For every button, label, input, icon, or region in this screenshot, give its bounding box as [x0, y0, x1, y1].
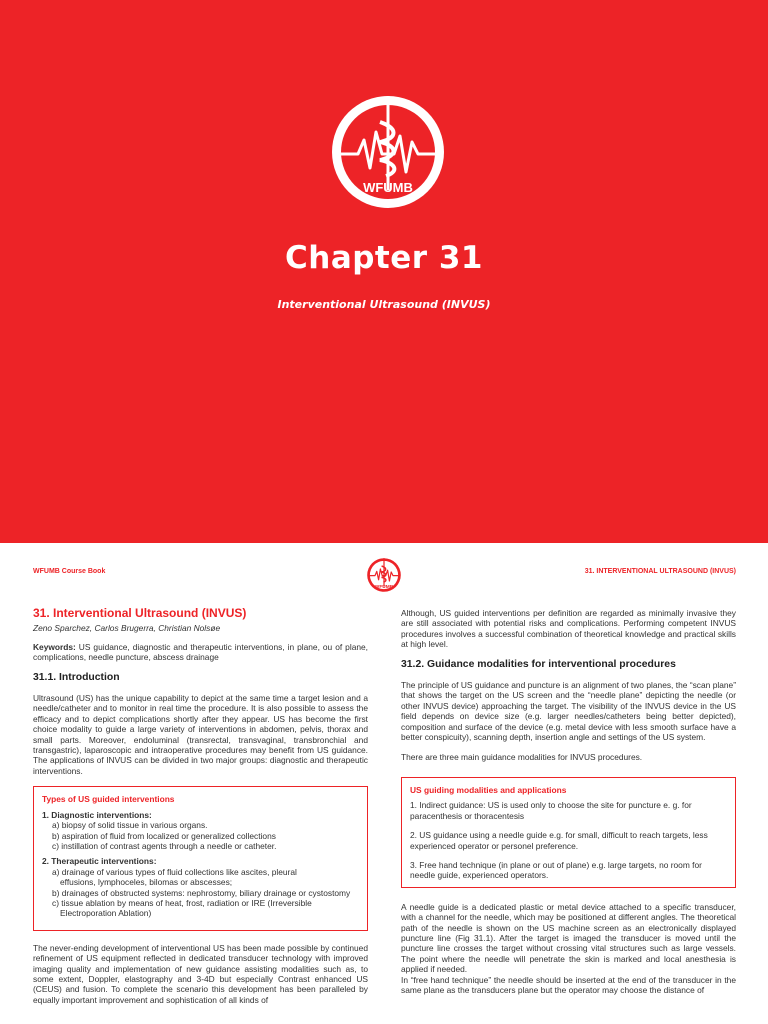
- paragraph-needle-guide: A needle guide is a dedicated plastic or metal device attached to a specific transducer, with a channel for the needle, which may be positioned at different angles. The theoretical path of the needle is shown on the US machine screen as an electronically displayed puncture line (Fig 31.1). After the target is imaged the transducer is moved until the puncture line crosses the target without crossing vital structures such as large vessels. The point where the needle will penetrate the skin is marked and local anesthesia is applied if needed.: [401, 901, 736, 975]
- list-item: c) tissue ablation by means of heat, frost, radiation or IRE (Irreversible: [52, 897, 312, 908]
- group-therapeutic: [42, 856, 359, 918]
- list-item: 2. US guidance using a needle guide e.g. for small, difficult to reach targets, less experienced operator or personel preference.: [410, 830, 708, 851]
- keywords-label: Keywords:: [33, 641, 76, 652]
- left-column: [33, 608, 368, 1015]
- group-title: 1. Diagnostic interventions:: [42, 809, 152, 820]
- section-heading-introduction: 31.1. Introduction: [33, 671, 120, 683]
- opening-paragraph: Although, US guided interventions per definition are regarded as minimally invasive they are still associated with potential risks and complications. Performing competent INVUS procedures involves a successful combination of theoretical knowledge and practical skills at high level.: [401, 608, 736, 650]
- wfumb-logo: [328, 92, 448, 212]
- small-logo-text: WFUMB: [374, 585, 394, 591]
- article-title: 31. Interventional Ultrasound (INVUS): [33, 606, 247, 620]
- running-head-right: 31. INTERVENTIONAL ULTRASOUND (INVUS): [584, 568, 736, 575]
- authors: Zeno Sparchez, Carlos Brugerra, Christian Nolsøe: [33, 623, 221, 634]
- keywords-text: US guidance, diagnostic and therapeutic interventions, in plane, ou of plane, complications, needle puncture, abscess drainage: [33, 641, 368, 663]
- list-item: c) instillation of contrast agents through a needle or catheter.: [52, 840, 277, 851]
- paragraph-free-hand: In “free hand technique” the needle should be inserted at the end of the transducer in the same plane as the transducers plane but the operator may choose the distance of: [401, 974, 736, 995]
- chapter-title: Chapter 31: [285, 240, 483, 276]
- list-item: b) aspiration of fluid from localized or generalized collections: [52, 830, 276, 841]
- keywords: [33, 642, 368, 663]
- paragraph-principle: The principle of US guidance and puncture is an alignment of two planes, the “scan plane” that shows the target on the US screen and the “needle plane” depicting the needle (or other INVUS device) approaching the target. The visibility of the INVUS device in the US field depends on device size (e.g. larger needles/catheters being better depicted), composition and surface of the device (e.g. metal device with less smooth surface have a better conspicuity), scanning depth, insertion angle and settings of the US system.: [401, 680, 736, 743]
- list-item: 3. Free hand technique (in plane or out of plane) e.g. large targets, no room for needle guide, experienced operators.: [410, 859, 702, 881]
- list-item: b) drainages of obstructed systems: nephrostomy, biliary drainage or cystostomy: [52, 887, 351, 898]
- interventions-box: [33, 786, 368, 930]
- intro-paragraph: Ultrasound (US) has the unique capability to depict at the same time a target lesion and a needle/catheter and to monitor in real time the procedure. It is also possible to assess the efficacy and to depict complications shortly after they appear. US has become the first choice modality to guide a large variety of interventions in abdomen, pelvis, thorax and small parts. Moreover, endoluminal (transrectal, transvaginal, transbronchial and transgastric), laparoscopic and intraoperative procedures may benefit from US guidance. The applications of INVUS can be divided in two major groups: diagnostic and therapeutic interventions.: [33, 693, 368, 776]
- section-heading-guidance: 31.2. Guidance modalities for interventional procedures: [401, 658, 676, 670]
- group-diagnostic: [42, 810, 359, 852]
- group-title: 2. Therapeutic interventions:: [42, 856, 157, 867]
- list-item: a) biopsy of solid tissue in various organs.: [52, 820, 208, 831]
- box-title: Types of US guided interventions: [42, 794, 175, 805]
- guiding-modalities-box: [401, 777, 736, 888]
- right-column: [401, 608, 736, 1005]
- box-title: US guiding modalities and applications: [410, 784, 567, 795]
- wfumb-small-logo: [366, 557, 402, 593]
- chapter-subtitle: Interventional Ultrasound (INVUS): [277, 298, 491, 311]
- closing-paragraph: The never-ending development of interventional US has been made possible by continued refinement of US equipment reflected in dedicated transducer technology with improved imaging quality and implementation of new guidance assisting modalities such as, to some extent, Doppler, elastography and 3-4D but especially Contrast enhanced US (CEUS) and fusion. To complete the scenario this development has been paralleled by equally important improvement and sophistication of all kinds of: [33, 942, 368, 1005]
- paragraph-three-modalities: There are three main guidance modalities for INVUS procedures.: [401, 752, 643, 763]
- list-item: 1. Indirect guidance: US is used only to choose the site for puncture e. g. for paracenthesis or thoracentesis: [410, 800, 692, 821]
- list-item: a) drainage of various types of fluid collections like ascites, pleural: [52, 866, 297, 877]
- list-item: Electroporation Ablation): [60, 908, 152, 919]
- logo-text: WFUMB: [363, 180, 413, 195]
- list-item: effusions, lymphoceles, bilomas or abscesses;: [60, 877, 233, 888]
- running-head-left: WFUMB Course Book: [33, 568, 106, 575]
